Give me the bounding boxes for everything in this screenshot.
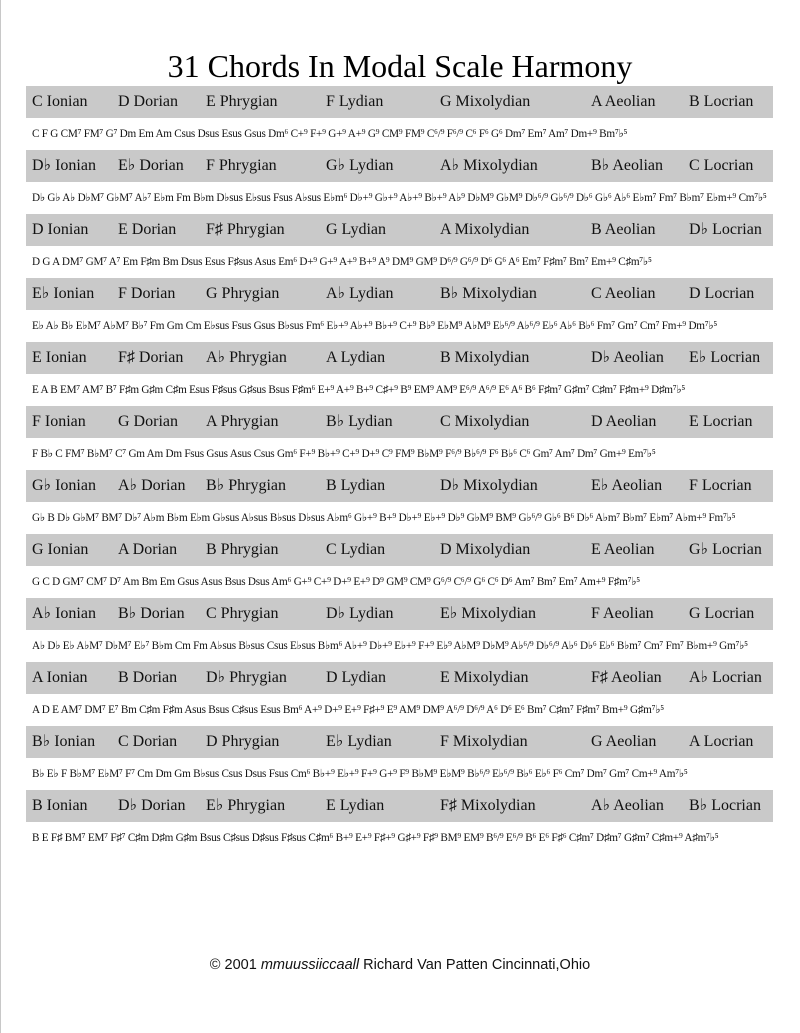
mode-name: A Mixolydian (440, 221, 530, 238)
mode-name: D Dorian (118, 93, 178, 110)
mode-name: E♭ Mixolydian (440, 605, 536, 622)
chord-list: E♭ A♭ B♭ E♭M⁷ A♭M⁷ B♭⁷ Fm Gm Cm E♭sus Fsus Gsus B♭sus Fm⁶ E♭+⁹ A♭+⁹ B♭+⁹ C+⁹ B♭⁹ E♭M⁹ A♭M⁹ E♭⁶/⁹ A♭⁶/⁹ E♭⁶ A♭⁶ B♭⁶ Fm⁷ Gm⁷ Cm⁷ Fm+⁹ Dm⁷♭⁵ (32, 320, 718, 332)
mode-name: E♭ Dorian (118, 157, 184, 174)
mode-name: B♭ Locrian (689, 797, 761, 814)
mode-name: B♭ Aeolian (591, 157, 663, 174)
mode-name: B♭ Lydian (326, 413, 393, 430)
mode-name: F Phrygian (206, 157, 277, 174)
mode-name: D Ionian (32, 221, 89, 238)
chord-table (26, 86, 773, 854)
mode-name: B Phrygian (206, 541, 279, 558)
mode-name: E Locrian (689, 413, 753, 430)
mode-name: A♭ Lydian (326, 285, 394, 302)
mode-name: A Lydian (326, 349, 386, 366)
mode-name: B Mixolydian (440, 349, 530, 366)
mode-name: A♭ Dorian (118, 477, 186, 494)
mode-name: E Phrygian (206, 93, 278, 110)
page-left-border (0, 0, 1, 1033)
chord-list: B E F♯ BM⁷ EM⁷ F♯⁷ C♯m D♯m G♯m Bsus C♯sus D♯sus F♯sus C♯m⁶ B+⁹ E+⁹ F♯+⁹ G♯+⁹ F♯⁹ BM⁹ EM⁹ B⁶/⁹ E⁶/⁹ B⁶ E⁶ F♯⁶ C♯m⁷ D♯m⁷ G♯m⁷ C♯m+⁹ A♯m⁷♭⁵ (32, 832, 719, 844)
mode-name: F♯ Dorian (118, 349, 184, 366)
mode-name: C Ionian (32, 93, 88, 110)
mode-name: G♭ Lydian (326, 157, 394, 174)
mode-name: A Aeolian (591, 93, 656, 110)
mode-name: D Aeolian (591, 413, 657, 430)
mode-name: E Lydian (326, 797, 385, 814)
mode-name: B♭ Mixolydian (440, 285, 537, 302)
mode-name: D♭ Ionian (32, 157, 96, 174)
mode-name: D♭ Dorian (118, 797, 186, 814)
mode-name: F Mixolydian (440, 733, 528, 750)
mode-name: D♭ Locrian (689, 221, 762, 238)
mode-name: A♭ Ionian (32, 605, 96, 622)
key-row (26, 726, 773, 758)
mode-name: A Locrian (689, 733, 754, 750)
chord-list: G C D GM⁷ CM⁷ D⁷ Am Bm Em Gsus Asus Bsus Dsus Am⁶ G+⁹ C+⁹ D+⁹ E+⁹ D⁹ GM⁹ CM⁹ G⁶/⁹ C⁶/⁹ G⁶ C⁶ D⁶ Am⁷ Bm⁷ Em⁷ Am+⁹ F♯m⁷♭⁵ (32, 576, 640, 588)
mode-name: A Ionian (32, 669, 88, 686)
mode-name: C Mixolydian (440, 413, 530, 430)
mode-name: A♭ Phrygian (206, 349, 287, 366)
mode-name: B Dorian (118, 669, 178, 686)
mode-name: E Mixolydian (440, 669, 529, 686)
copyright-footer (0, 957, 800, 973)
mode-name: F Dorian (118, 285, 176, 302)
mode-name: G Dorian (118, 413, 178, 430)
page-title: 31 Chords In Modal Scale Harmony (167, 48, 633, 84)
mode-name: F Lydian (326, 93, 384, 110)
key-row (26, 342, 773, 374)
chord-list: F B♭ C FM⁷ B♭M⁷ C⁷ Gm Am Dm Fsus Gsus Asus Csus Gm⁶ F+⁹ B♭+⁹ C+⁹ D+⁹ C⁹ FM⁹ B♭M⁹ F⁶/⁹ B♭⁶/⁹ F⁶ B♭⁶ C⁶ Gm⁷ Am⁷ Dm⁷ Gm+⁹ Em⁷♭⁵ (32, 448, 656, 460)
mode-name: G Phrygian (206, 285, 280, 302)
mode-name: E Aeolian (591, 541, 655, 558)
chord-list: D♭ G♭ A♭ D♭M⁷ G♭M⁷ A♭⁷ E♭m Fm B♭m D♭sus E♭sus Fsus A♭sus E♭m⁶ D♭+⁹ G♭+⁹ A♭+⁹ B♭+⁹ A♭⁹ D♭M⁹ G♭M⁹ D♭⁶/⁹ G♭⁶/⁹ D♭⁶ G♭⁶ A♭⁶ E♭m⁷ Fm⁷ B♭m⁷ E♭m+⁹ Cm⁷♭⁵ (32, 192, 767, 204)
mode-name: D♭ Mixolydian (440, 477, 538, 494)
mode-name: E♭ Locrian (689, 349, 761, 366)
brand-name: mmuussiiccaall (260, 957, 360, 973)
key-row (26, 790, 773, 822)
mode-name: B♭ Phrygian (206, 477, 286, 494)
mode-name: D Lydian (326, 669, 386, 686)
mode-name: B Locrian (689, 93, 754, 110)
mode-name: D Mixolydian (440, 541, 531, 558)
mode-name: B Lydian (326, 477, 386, 494)
key-row (26, 662, 773, 694)
key-row (26, 86, 773, 118)
mode-name: E Dorian (118, 221, 177, 238)
mode-name: C Dorian (118, 733, 178, 750)
chord-list: C F G CM⁷ FM⁷ G⁷ Dm Em Am Csus Dsus Esus Gsus Dm⁶ C+⁹ F+⁹ G+⁹ A+⁹ G⁹ CM⁹ FM⁹ C⁶/⁹ F⁶/⁹ C⁶ F⁶ G⁶ Dm⁷ Em⁷ Am⁷ Dm+⁹ Bm⁷♭⁵ (32, 128, 628, 140)
chord-list: B♭ E♭ F B♭M⁷ E♭M⁷ F⁷ Cm Dm Gm B♭sus Csus Dsus Fsus Cm⁶ B♭+⁹ E♭+⁹ F+⁹ G+⁹ F⁹ B♭M⁹ E♭M⁹ B♭⁶/⁹ E♭⁶/⁹ B♭⁶ E♭⁶ F⁶ Cm⁷ Dm⁷ Gm⁷ Cm+⁹ Am⁷♭⁵ (32, 768, 688, 780)
mode-name: F♯ Mixolydian (440, 797, 536, 814)
mode-name: A Phrygian (206, 413, 279, 430)
chord-list: D G A DM⁷ GM⁷ A⁷ Em F♯m Bm Dsus Esus F♯sus Asus Em⁶ D+⁹ G+⁹ A+⁹ B+⁹ A⁹ DM⁹ GM⁹ D⁶/⁹ G⁶/⁹ D⁶ G⁶ A⁶ Em⁷ F♯m⁷ Bm⁷ Em+⁹ C♯m⁷♭⁵ (32, 256, 652, 268)
chord-list: A D E AM⁷ DM⁷ E⁷ Bm C♯m F♯m Asus Bsus C♯sus Esus Bm⁶ A+⁹ D+⁹ E+⁹ F♯+⁹ E⁹ AM⁹ DM⁹ A⁶/⁹ D⁶/⁹ A⁶ D⁶ E⁶ Bm⁷ C♯m⁷ F♯m⁷ Bm+⁹ G♯m⁷♭⁵ (32, 704, 664, 716)
mode-name: C Locrian (689, 157, 754, 174)
author-location: Richard Van Patten Cincinnati,Ohio (363, 957, 591, 973)
key-row (26, 150, 773, 182)
mode-name: D Phrygian (206, 733, 280, 750)
mode-name: F Aeolian (591, 605, 654, 622)
mode-name: D♭ Aeolian (591, 349, 664, 366)
mode-name: D♭ Lydian (326, 605, 394, 622)
mode-name: D♭ Phrygian (206, 669, 287, 686)
mode-name: D Locrian (689, 285, 755, 302)
mode-name: B♭ Ionian (32, 733, 96, 750)
mode-name: A♭ Aeolian (591, 797, 664, 814)
key-row (26, 598, 773, 630)
chord-list: A♭ D♭ E♭ A♭M⁷ D♭M⁷ E♭⁷ B♭m Cm Fm A♭sus B♭sus Csus E♭sus B♭m⁶ A♭+⁹ D♭+⁹ E♭+⁹ F+⁹ E♭⁹ A♭M⁹ D♭M⁹ A♭⁶/⁹ D♭⁶/⁹ A♭⁶ D♭⁶ E♭⁶ B♭m⁷ Cm⁷ Fm⁷ B♭m+⁹ Gm⁷♭⁵ (32, 640, 748, 652)
mode-name: E♭ Lydian (326, 733, 392, 750)
key-row (26, 470, 773, 502)
mode-name: C Aeolian (591, 285, 656, 302)
mode-name: B Ionian (32, 797, 88, 814)
mode-name: G Aeolian (591, 733, 657, 750)
key-row (26, 534, 773, 566)
mode-name: E Ionian (32, 349, 87, 366)
mode-name: E♭ Ionian (32, 285, 95, 302)
key-row (26, 278, 773, 310)
key-row (26, 214, 773, 246)
mode-name: A♭ Locrian (689, 669, 762, 686)
mode-name: E♭ Aeolian (591, 477, 663, 494)
mode-name: B♭ Dorian (118, 605, 185, 622)
chord-list: E A B EM⁷ AM⁷ B⁷ F♯m G♯m C♯m Esus F♯sus G♯sus Bsus F♯m⁶ E+⁹ A+⁹ B+⁹ C♯+⁹ B⁹ EM⁹ AM⁹ E⁶/⁹ A⁶/⁹ E⁶ A⁶ B⁶ F♯m⁷ G♯m⁷ C♯m⁷ F♯m+⁹ D♯m⁷♭⁵ (32, 384, 686, 396)
mode-name: F♯ Phrygian (206, 221, 285, 238)
mode-name: A Dorian (118, 541, 178, 558)
key-row (26, 406, 773, 438)
mode-name: G Lydian (326, 221, 386, 238)
chord-list: G♭ B D♭ G♭M⁷ BM⁷ D♭⁷ A♭m B♭m E♭m G♭sus A♭sus B♭sus D♭sus A♭m⁶ G♭+⁹ B+⁹ D♭+⁹ E♭+⁹ D♭⁹ G♭M⁹ BM⁹ G♭⁶/⁹ G♭⁶ B⁶ D♭⁶ A♭m⁷ B♭m⁷ E♭m⁷ A♭m+⁹ Fm⁷♭⁵ (32, 512, 736, 524)
mode-name: C Phrygian (206, 605, 279, 622)
mode-name: G Locrian (689, 605, 755, 622)
mode-name: A♭ Mixolydian (440, 157, 538, 174)
mode-name: G Mixolydian (440, 93, 531, 110)
mode-name: E♭ Phrygian (206, 797, 286, 814)
mode-name: F Ionian (32, 413, 86, 430)
mode-name: G♭ Locrian (689, 541, 762, 558)
copyright-year: © 2001 (209, 957, 257, 973)
mode-name: G♭ Ionian (32, 477, 96, 494)
mode-name: C Lydian (326, 541, 386, 558)
mode-name: F♯ Aeolian (591, 669, 662, 686)
mode-name: B Aeolian (591, 221, 656, 238)
mode-name: F Locrian (689, 477, 752, 494)
mode-name: G Ionian (32, 541, 89, 558)
